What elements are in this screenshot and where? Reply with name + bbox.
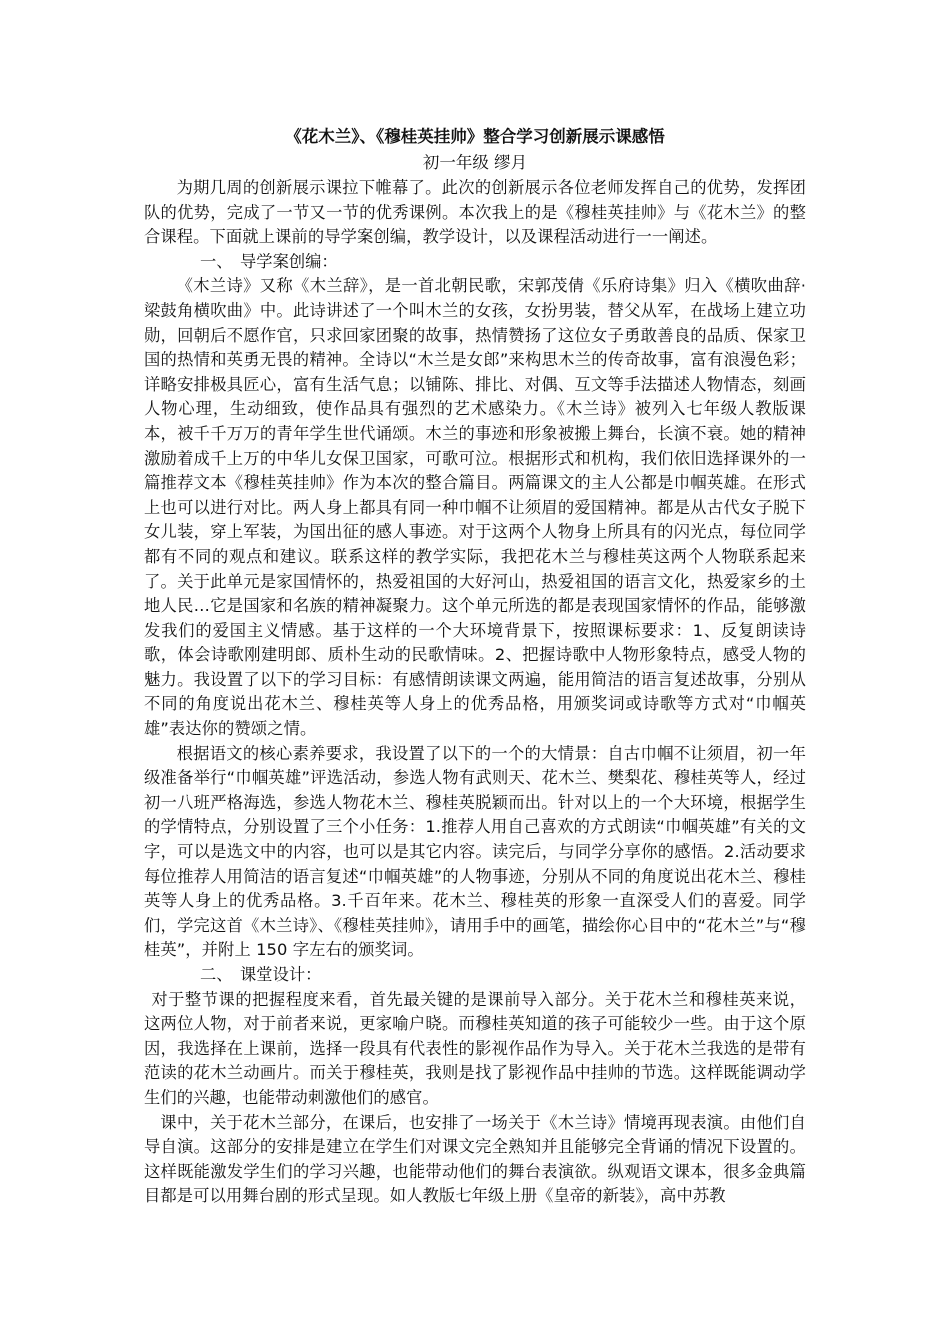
section-title: 导学案创编：: [240, 251, 338, 271]
body-paragraph: 根据语文的核心素养要求，我设置了以下的一个的大情景：自古巾帼不让须眉，初一年级准备举行“巾帼英雄”评选活动，参选人物有武则天、花木兰、樊梨花、穆桂英等人，经过初一八班严格海选，参选人物花木兰、穆桂英脱颖而出。针对以上的一个大环境，根据学生的学情特点，分别设置了三个小任务：1.推荐人用自己喜欢的方式朗读“巾帼英雄”有关的文字，可以是选文中的内容，也可以是其它内容。读完后，与同学分享你的感悟。2.活动要求每位推荐人用简洁的语言复述“巾帼英雄”的人物事迹，分别从不同的角度说出花木兰、穆桂英等人身上的优秀品格。3.千百年来。花木兰、穆桂英的形象一直深受人们的喜爱。同学们，学完这首《木兰诗》、《穆桂英挂帅》，请用手中的画笔，描绘你心目中的“花木兰”与“穆桂英”，并附上 150 字左右的颁奖词。: [144, 743, 806, 960]
body-paragraph: 《木兰诗》又称《木兰辞》，是一首北朝民歌，宋郭茂倩《乐府诗集》归入《横吹曲辞·梁鼓角横吹曲》中。此诗讲述了一个叫木兰的女孩，女扮男装，替父从军，在战场上建立功勋，回朝后不愿作官，只求回家团聚的故事，热情赞扬了这位女子勇敢善良的品质、保家卫国的热情和英勇无畏的精神。全诗以“木兰是女郎”来构思木兰的传奇故事，富有浪漫色彩；详略安排极具匠心，富有生活气息；以铺陈、排比、对偶、互文等手法描述人物情态，刻画人物心理，生动细致，使作品具有强烈的艺术感染力。《木兰诗》被列入七年级人教版课本，被千千万万的青年学生世代诵颂。木兰的事迹和形象被搬上舞台，长演不衰。她的精神激励着成千上万的中华儿女保卫国家，可歌可泣。根据形式和机构，我们依旧选择课外的一篇推荐文本《穆桂英挂帅》作为本次的整合篇目。两篇课文的主人公都是巾帼英雄。在形式上也可以进行对比。两人身上都具有同一种巾帼不让须眉的爱国精神。都是从古代女子脱下女儿装，穿上军装，为国出征的感人事迹。对于这两个人物身上所具有的闪光点，每位同学都有不同的观点和建议。联系这样的教学实际，我把花木兰与穆桂英这两个人物联系起来了。关于此单元是家国情怀的，热爱祖国的大好河山，热爱祖国的语言文化，热爱家乡的土地人民…它是国家和名族的精神凝聚力。这个单元所选的都是表现国家情怀的作品，能够激发我们的爱国主义情感。基于这样的一个大环境背景下，按照课标要求：1、反复朗读诗歌，体会诗歌刚建明郎、质朴生动的民歌情味。2、把握诗歌中人物形象特点，感受人物的魅力。我设置了以下的学习目标：有感情朗读课文两遍，能用简洁的语言复述故事，分别从不同的角度说出花木兰、穆桂英等人身上的优秀品格，用颁奖词或诗歌等方式对“巾帼英雄”表达你的赞颂之情。: [144, 276, 806, 739]
author-line: 初一年级 缪月: [422, 153, 528, 172]
body-paragraph: 课中，关于花木兰部分，在课后，也安排了一场关于《木兰诗》情境再现表演。由他们自导自演。这部分的安排是建立在学生们对课文完全熟知并且能够完全背诵的情况下设置的。这样既能激发学生们的学习兴趣，也能带动他们的舞台表演欲。纵观语文课本，很多金典篇目都是可以用舞台剧的形式呈现。如人教版七年级上册《皇帝的新装》，高中苏教: [144, 1112, 806, 1206]
document-title: 《花木兰》、《穆桂英挂帅》整合学习创新展示课感悟: [285, 127, 665, 146]
intro-paragraph: 为期几周的创新展示课拉下帷幕了。此次的创新展示各位老师发挥自己的优势，发挥团队的优势，完成了一节又一节的优秀课例。本次我上的是《穆桂英挂帅》与《花木兰》的整合课程。下面就上课前的导学案创编，教学设计，以及课程活动进行一一阐述。: [144, 178, 806, 247]
section-heading-1: [144, 250, 806, 275]
section-heading-2: [144, 963, 806, 988]
section-number: 二、: [200, 965, 233, 984]
document-page: [144, 124, 806, 1209]
body-paragraph: 对于整节课的把握程度来看，首先最关键的是课前导入部分。关于花木兰和穆桂英来说，这两位人物，对于前者来说，更家喻户晓。而穆桂英知道的孩子可能较少一些。由于这个原因，我选择在上课前，选择一段具有代表性的影视作品作为导入。关于花木兰我选的是带有范读的花木兰动画片。而关于穆桂英，我则是找了影视作品中挂帅的节选。这样既能调动学生们的兴趣，也能带动刺激他们的感官。: [144, 989, 806, 1107]
section-number: 一、: [200, 251, 233, 271]
section-title: 课堂设计：: [240, 965, 322, 984]
